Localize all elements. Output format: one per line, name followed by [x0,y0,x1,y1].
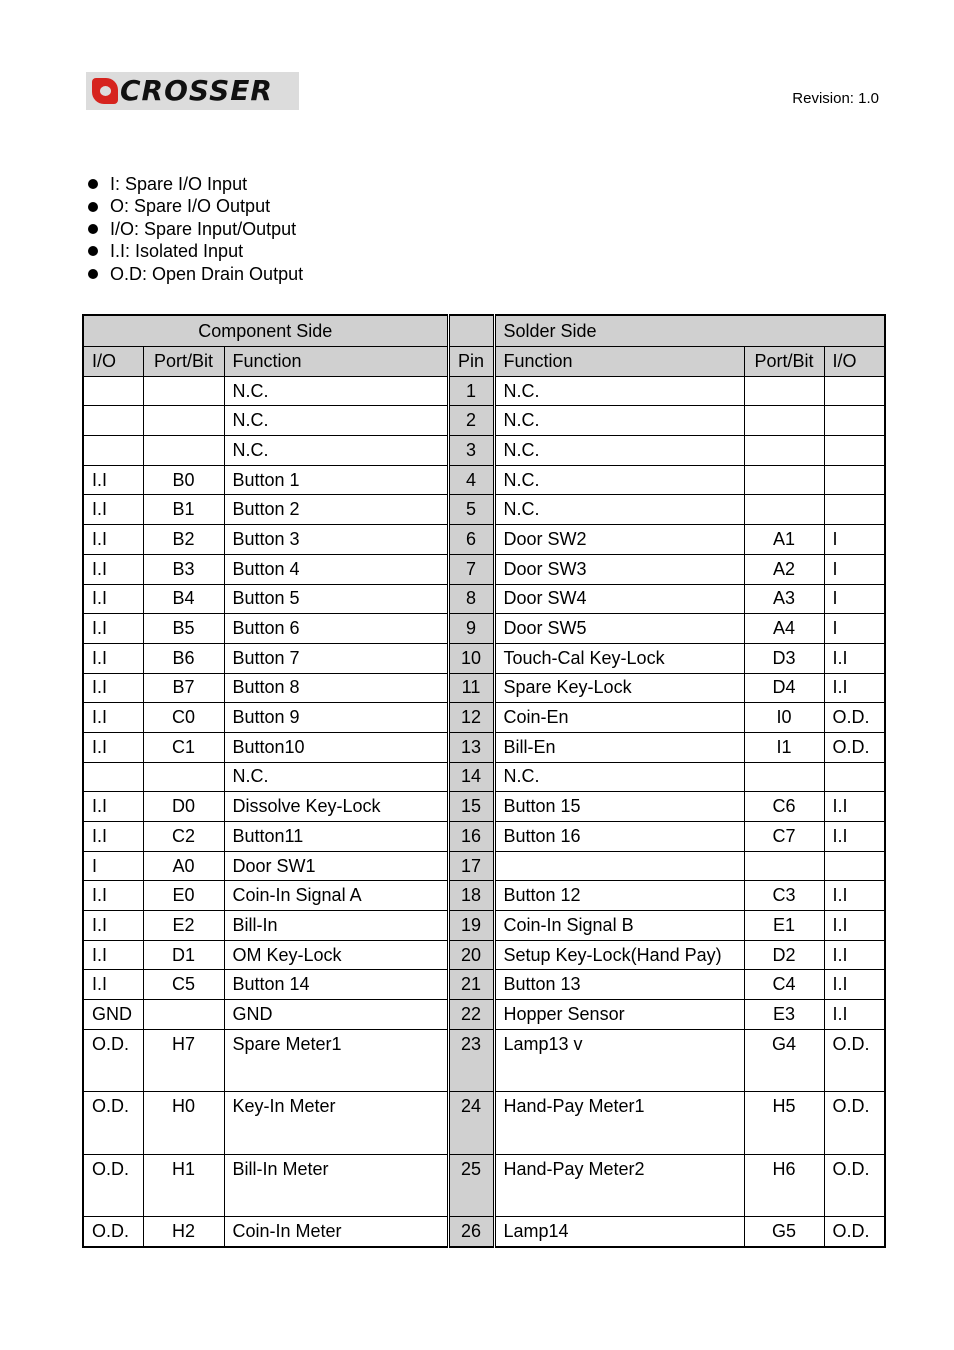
port-left-cell: B7 [143,673,224,703]
io-left-cell [83,376,143,406]
col-header-pin: Pin [448,347,494,377]
table-row [83,792,885,822]
io-right-cell [824,495,885,525]
function-left-cell: Coin-In Meter [224,1217,448,1247]
pin-cell: 13 [448,732,494,762]
solder-side-header: Solder Side [494,315,885,347]
function-right-cell: Door SW3 [494,554,744,584]
function-right-cell: N.C. [494,762,744,792]
pin-cell: 11 [448,673,494,703]
function-right-cell: Bill-En [494,732,744,762]
port-left-cell: E0 [143,881,224,911]
port-left-cell: H0 [143,1092,224,1155]
io-left-cell: I.I [83,495,143,525]
table-row [83,376,885,406]
io-left-cell: I.I [83,940,143,970]
function-right-cell: Button 13 [494,970,744,1000]
table-row [83,881,885,911]
port-left-cell: H1 [143,1154,224,1217]
table-side-header-row [83,315,885,347]
col-header-function-right: Function [494,347,744,377]
io-left-cell: O.D. [83,1217,143,1247]
pin-cell: 17 [448,851,494,881]
port-left-cell: B6 [143,643,224,673]
function-left-cell: Button 3 [224,525,448,555]
function-right-cell: Door SW5 [494,614,744,644]
port-right-cell: A1 [744,525,824,555]
function-left-cell: Button 8 [224,673,448,703]
io-left-cell: I.I [83,465,143,495]
table-row [83,822,885,852]
port-left-cell: B3 [143,554,224,584]
port-left-cell: H7 [143,1029,224,1092]
io-left-cell: I.I [83,554,143,584]
pin-cell: 10 [448,643,494,673]
io-right-cell: O.D. [824,732,885,762]
io-left-cell [83,436,143,466]
io-right-cell [824,762,885,792]
port-right-cell: I0 [744,703,824,733]
io-left-cell: I.I [83,792,143,822]
port-left-cell: C5 [143,970,224,1000]
function-right-cell: Door SW4 [494,584,744,614]
io-left-cell: I.I [83,584,143,614]
port-right-cell: E3 [744,1000,824,1030]
io-left-cell: I.I [83,732,143,762]
io-right-cell [824,465,885,495]
io-right-cell: I.I [824,970,885,1000]
function-right-cell: Spare Key-Lock [494,673,744,703]
port-right-cell: C3 [744,881,824,911]
table-row [83,762,885,792]
io-left-cell: I.I [83,673,143,703]
col-header-port-right: Port/Bit [744,347,824,377]
pin-cell: 22 [448,1000,494,1030]
function-left-cell: Coin-In Signal A [224,881,448,911]
io-right-cell: I [824,554,885,584]
function-right-cell: N.C. [494,465,744,495]
bullet-icon [88,269,98,279]
port-left-cell [143,406,224,436]
function-right-cell: Hand-Pay Meter1 [494,1092,744,1155]
function-left-cell: Door SW1 [224,851,448,881]
function-left-cell: Key-In Meter [224,1092,448,1155]
table-row [83,970,885,1000]
function-left-cell: N.C. [224,762,448,792]
function-left-cell: Bill-In Meter [224,1154,448,1217]
io-right-cell [824,406,885,436]
table-row [83,406,885,436]
table-row [83,495,885,525]
function-right-cell [494,851,744,881]
io-left-cell: I.I [83,970,143,1000]
function-left-cell: Dissolve Key-Lock [224,792,448,822]
function-right-cell: Button 12 [494,881,744,911]
function-right-cell: Hopper Sensor [494,1000,744,1030]
table-row [83,911,885,941]
io-right-cell: O.D. [824,1154,885,1217]
port-right-cell [744,406,824,436]
pin-cell: 25 [448,1154,494,1217]
revision-label: Revision: 1.0 [792,90,879,107]
function-left-cell: N.C. [224,406,448,436]
pin-assignment-table [82,314,886,1248]
table-column-header-row [83,347,885,377]
io-left-cell: GND [83,1000,143,1030]
port-right-cell: H5 [744,1092,824,1155]
legend-item [88,240,303,262]
legend-item [88,195,303,217]
component-side-header: Component Side [83,315,448,347]
port-left-cell: A0 [143,851,224,881]
function-left-cell: Button 1 [224,465,448,495]
port-right-cell [744,851,824,881]
io-right-cell: I.I [824,911,885,941]
table-row [83,614,885,644]
bullet-icon [88,202,98,212]
io-right-cell: I.I [824,822,885,852]
io-left-cell: O.D. [83,1029,143,1092]
io-right-cell: O.D. [824,1217,885,1247]
function-left-cell: N.C. [224,376,448,406]
table-row [83,940,885,970]
table-row [83,584,885,614]
pin-cell: 19 [448,911,494,941]
pin-spacer-header [448,315,494,347]
legend-text: I: Spare I/O Input [110,174,248,194]
legend-item [88,263,303,285]
function-right-cell: Lamp14 [494,1217,744,1247]
function-left-cell: Button 5 [224,584,448,614]
io-right-cell: I.I [824,792,885,822]
logo-a-mark [92,78,118,104]
io-left-cell: I.I [83,614,143,644]
port-left-cell [143,376,224,406]
io-left-cell: I.I [83,703,143,733]
port-right-cell [744,465,824,495]
function-right-cell: Button 15 [494,792,744,822]
table-row [83,643,885,673]
pin-cell: 16 [448,822,494,852]
port-left-cell: B5 [143,614,224,644]
table-row [83,1000,885,1030]
port-right-cell: D4 [744,673,824,703]
io-left-cell: I.I [83,822,143,852]
port-left-cell: E2 [143,911,224,941]
function-right-cell: Coin-En [494,703,744,733]
function-left-cell: Button 4 [224,554,448,584]
io-left-cell: O.D. [83,1092,143,1155]
port-left-cell: C2 [143,822,224,852]
function-right-cell: N.C. [494,376,744,406]
function-left-cell: OM Key-Lock [224,940,448,970]
port-right-cell: D3 [744,643,824,673]
table-row [83,436,885,466]
table-body [83,376,885,1247]
port-right-cell: I1 [744,732,824,762]
port-right-cell: C7 [744,822,824,852]
io-right-cell: I [824,614,885,644]
function-left-cell: Button 14 [224,970,448,1000]
pin-cell: 15 [448,792,494,822]
function-left-cell: N.C. [224,436,448,466]
io-right-cell: I [824,584,885,614]
function-left-cell: Button11 [224,822,448,852]
pin-cell: 12 [448,703,494,733]
port-left-cell [143,1000,224,1030]
io-right-cell: O.D. [824,703,885,733]
port-left-cell: D0 [143,792,224,822]
acrosser-logo [86,72,299,110]
function-left-cell: Button 7 [224,643,448,673]
io-right-cell: I [824,525,885,555]
table-row [83,703,885,733]
pin-cell: 5 [448,495,494,525]
function-right-cell: Coin-In Signal B [494,911,744,941]
port-left-cell: B1 [143,495,224,525]
io-right-cell: I.I [824,940,885,970]
table-row [83,1154,885,1217]
pin-cell: 8 [448,584,494,614]
function-right-cell: N.C. [494,495,744,525]
pin-cell: 1 [448,376,494,406]
function-left-cell: Button 9 [224,703,448,733]
bullet-icon [88,179,98,189]
table-row [83,851,885,881]
io-left-cell [83,406,143,436]
port-left-cell: C0 [143,703,224,733]
pin-cell: 26 [448,1217,494,1247]
function-left-cell: Button10 [224,732,448,762]
pin-cell: 20 [448,940,494,970]
port-right-cell: A2 [744,554,824,584]
function-left-cell: GND [224,1000,448,1030]
io-right-cell [824,436,885,466]
function-right-cell: Setup Key-Lock(Hand Pay) [494,940,744,970]
io-right-cell: I.I [824,1000,885,1030]
pin-cell: 2 [448,406,494,436]
table-row [83,525,885,555]
table-row [83,465,885,495]
table-row [83,1092,885,1155]
io-left-cell: I.I [83,643,143,673]
io-right-cell [824,851,885,881]
function-right-cell: N.C. [494,436,744,466]
io-right-cell: I.I [824,643,885,673]
col-header-io-left: I/O [83,347,143,377]
function-right-cell: Door SW2 [494,525,744,555]
legend-list [88,173,303,285]
legend-text: O: Spare I/O Output [110,196,271,217]
pin-cell: 18 [448,881,494,911]
col-header-io-right: I/O [824,347,885,377]
io-left-cell: I [83,851,143,881]
io-right-cell: I.I [824,881,885,911]
io-right-cell: I.I [824,673,885,703]
port-left-cell: B0 [143,465,224,495]
port-right-cell [744,376,824,406]
pin-cell: 24 [448,1092,494,1155]
io-right-cell: O.D. [824,1029,885,1092]
pin-cell: 7 [448,554,494,584]
table-row [83,732,885,762]
io-left-cell: I.I [83,525,143,555]
pin-cell: 3 [448,436,494,466]
pin-cell: 6 [448,525,494,555]
port-left-cell: B2 [143,525,224,555]
port-right-cell: A3 [744,584,824,614]
io-left-cell [83,762,143,792]
port-right-cell: C6 [744,792,824,822]
function-right-cell: N.C. [494,406,744,436]
col-header-function-left: Function [224,347,448,377]
legend-item [88,173,303,195]
legend-item [88,218,303,240]
table-row [83,554,885,584]
io-left-cell: I.I [83,881,143,911]
pin-cell: 9 [448,614,494,644]
port-left-cell [143,436,224,466]
port-left-cell [143,762,224,792]
legend-text: O.D: Open Drain Output [110,263,304,284]
port-right-cell: E1 [744,911,824,941]
port-left-cell: C1 [143,732,224,762]
table-row [83,1217,885,1247]
port-right-cell: C4 [744,970,824,1000]
table-row [83,1029,885,1092]
io-left-cell: O.D. [83,1154,143,1217]
pin-cell: 4 [448,465,494,495]
legend-text: I/O: Spare Input/Output [110,218,297,239]
logo-wordmark: CROSSER [120,74,273,107]
bullet-icon [88,224,98,234]
col-header-port-left: Port/Bit [143,347,224,377]
bullet-icon [88,246,98,256]
port-right-cell [744,495,824,525]
function-right-cell: Button 16 [494,822,744,852]
pin-cell: 21 [448,970,494,1000]
port-left-cell: D1 [143,940,224,970]
port-right-cell [744,436,824,466]
pin-cell: 23 [448,1029,494,1092]
port-right-cell: H6 [744,1154,824,1217]
port-right-cell [744,762,824,792]
port-left-cell: H2 [143,1217,224,1247]
port-left-cell: B4 [143,584,224,614]
function-left-cell: Button 6 [224,614,448,644]
io-left-cell: I.I [83,911,143,941]
function-right-cell: Hand-Pay Meter2 [494,1154,744,1217]
pin-cell: 14 [448,762,494,792]
function-left-cell: Button 2 [224,495,448,525]
legend-text: I.I: Isolated Input [110,241,244,262]
io-right-cell: O.D. [824,1092,885,1155]
function-right-cell: Touch-Cal Key-Lock [494,643,744,673]
port-right-cell: A4 [744,614,824,644]
function-left-cell: Spare Meter1 [224,1029,448,1092]
function-right-cell: Lamp13 v [494,1029,744,1092]
table-row [83,673,885,703]
port-right-cell: D2 [744,940,824,970]
function-left-cell: Bill-In [224,911,448,941]
port-right-cell: G4 [744,1029,824,1092]
io-right-cell [824,376,885,406]
port-right-cell: G5 [744,1217,824,1247]
